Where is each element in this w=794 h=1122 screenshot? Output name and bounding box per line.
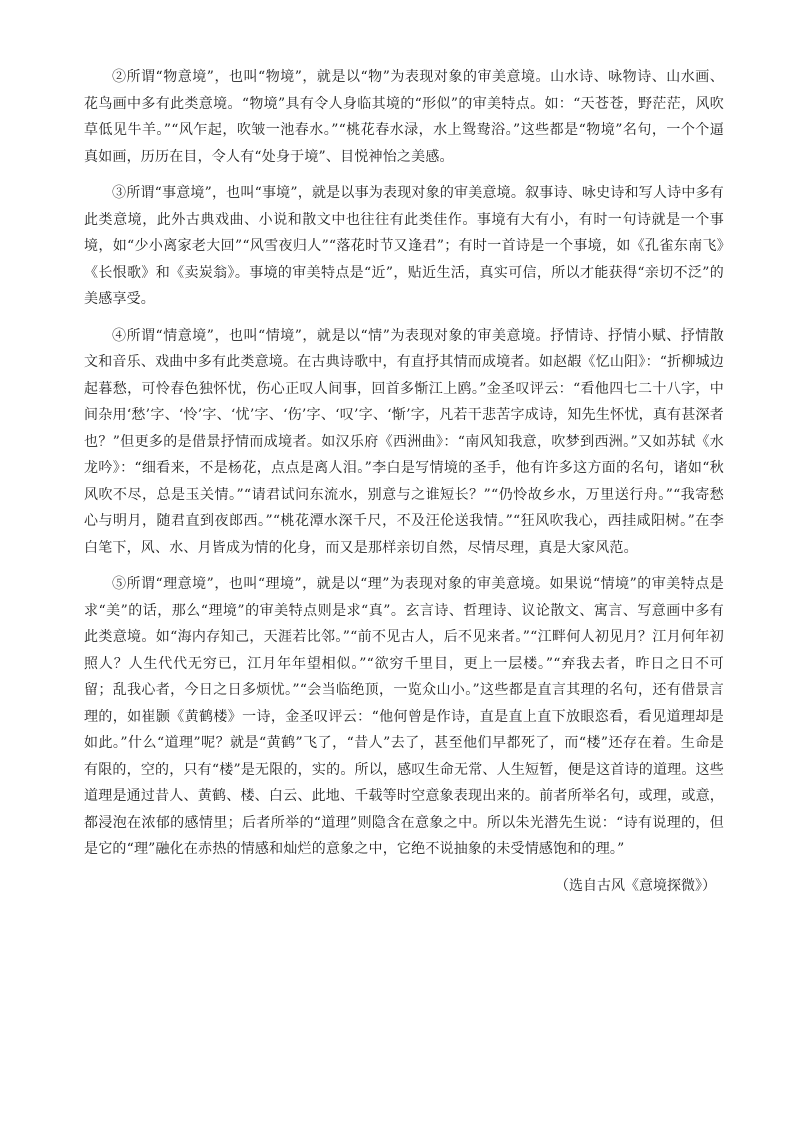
paragraph-reason-realm: ⑤所谓“理意境”，也叫“理境”，就是以“理”为表现对象的审美意境。如果说“情境”的审美特点是求“美”的话，那么“理境”的审美特点则是求“真”。玄言诗、哲理诗、议论散文、寓言、写意画中多有此类意境。如“海内存知己，天涯若比邻。”“前不见古人，后不见来者。”“江畔何人初见月？江月何年初照人？人生代代无穷已，江月年年望相似。”“欲穷千里目，更上一层楼。”“弃我去者，昨日之日不可留；乱我心者，今日之日多烦忧。”“会当临绝顶，一览众山小。”这些都是直言其理的名句，还有借景言理的，如崔颢《黄鹤楼》一诗，金圣叹评云：“他何曾是作诗，直是直上直下放眼恣看，看见道理却是如此。”什么“道理”呢？就是“黄鹤”飞了，“昔人”去了，甚至他们早都死了，而“楼”还存在着。生命是有限的，空的，只有“楼”是无限的，实的。所以，感叹生命无常、人生短暂，便是这首诗的道理。这些道理是通过昔人、黄鹤、楼、白云、此地、千载等时空意象表现出来的。前者所举名句，或理，或意，都浸泡在浓郁的感情里；后者所举的“道理”则隐含在意象之中。所以朱光潜先生说：“诗有说理的，但是它的“理”融化在赤热的情感和灿烂的意象之中，它绝不说抽象的未受情感饱和的理。” [84, 576, 724, 857]
paragraph-object-realm: ②所谓“物意境”，也叫“物境”，就是以“物”为表现对象的审美意境。山水诗、咏物诗、山水画、花鸟画中多有此类意境。“物境”具有令人身临其境的“形似”的审美特点。如：“天苍苍，野茫茫，风吹草低见牛羊。”“风乍起，吹皱一池春水。”“桃花春水渌，水上鸳鸯浴。”这些都是“物境”名句，一个个逼真如画，历历在目，令人有“处身于境”、目悦神怡之美感。 [84, 69, 724, 165]
source-citation: （选自古风《意境探微》） [555, 877, 716, 894]
document-page [84, 64, 724, 899]
paragraph-emotion-realm: ④所谓“情意境”，也叫“情境”，就是以“情”为表现对象的审美意境。抒情诗、抒情小赋、抒情散文和音乐、戏曲中多有此类意境。在古典诗歌中，有直抒其情而成境者。如赵嘏《忆山阳》：“折柳城边起暮愁，可怜春色独怀忧，伤心正叹人间事，回首多惭江上鸥。”金圣叹评云：“看他四七二十八字，中间杂用‘愁’字、‘怜’字、‘忧’字、‘伤’字、‘叹’字、‘惭’字，凡若干悲苦字成诗，知先生怀忧，真有甚深者也？”但更多的是借景抒情而成境者。如汉乐府《西洲曲》：“南风知我意，吹梦到西洲。”又如苏轼《水龙吟》：“细看来，不是杨花，点点是离人泪。”李白是写情境的圣手，他有许多这方面的名句，诸如“秋风吹不尽，总是玉关情。”“请君试问东流水，别意与之谁短长？”“仍怜故乡水，万里送行舟。”“我寄愁心与明月，随君直到夜郎西。”“桃花潭水深千尺，不及汪伦送我情。”“狂风吹我心，西挂咸阳树。”在李白笔下，风、水、月皆成为情的化身，而又是那样亲切自然，尽情尽理，真是大家风范。 [84, 327, 724, 556]
paragraph-event-realm: ③所谓“事意境”，也叫“事境”，就是以事为表现对象的审美意境。叙事诗、咏史诗和写人诗中多有此类意境，此外古典戏曲、小说和散文中也往往有此类佳作。事境有大有小，有时一句诗就是一个事境，如“少小离家老大回”“风雪夜归人”“落花时节又逢君”；有时一首诗是一个事境，如《孔雀东南飞》《长恨歌》和《卖炭翁》。事境的审美特点是“近”，贴近生活，真实可信，所以才能获得“亲切不泛”的美感享受。 [84, 185, 724, 307]
